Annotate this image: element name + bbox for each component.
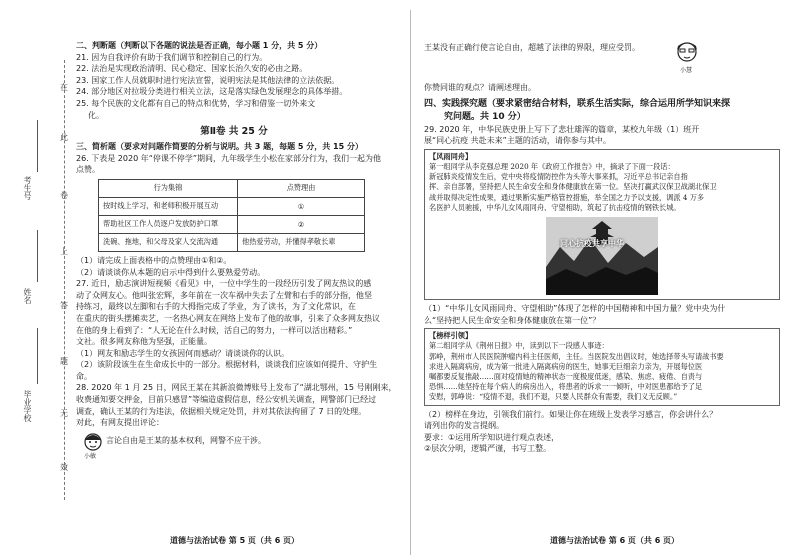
table-header: 点赞理由 (238, 179, 365, 197)
question-26-2: （2）请谈谈你从本题的启示中得到什么要熟爱劳动。 (76, 267, 266, 277)
question-21: 21. 因为自我评价有助于我们调节和控制自己的行为。 (76, 52, 268, 62)
question-25-cont: 化。 (88, 110, 104, 120)
seal-char: 无 (60, 409, 68, 418)
page-divider (410, 10, 411, 555)
requirement-1: 要求：①运用所学知识进行观点表述， (424, 432, 560, 442)
avatar-name: 小敏 (84, 452, 97, 460)
question-27-line: 在他的身上看到了：“人无论在什么时候，活自己的努力，一样可以活出精彩。” (76, 325, 353, 335)
box-line: 第二组同学从《荆州日报》中，读到以下一段感人事迹： (429, 341, 609, 351)
box-line: 安慰，郭峥说：“疫情不退，我们不退，只要人民群众有需要，我们义无反顾。” (429, 392, 678, 402)
box-heading: 【榜样引领】 (429, 331, 473, 341)
table-cell: 洗碗、拖地，和父母及家人交流沟通 (99, 233, 238, 251)
name-field[interactable] (37, 230, 38, 282)
avatar-name: 小慧 (680, 67, 693, 74)
right-footer: 道德与法治试卷 第 6 页（共 6 页） (550, 536, 680, 545)
section-4-title: 四、实践探究题（要求紧密结合材料，联系生活实际，综合运用所学知识来探 (424, 98, 731, 109)
question-24: 24. 部分地区对拉圾分类进行相关立法，这是落实绿色发展理念的具体举措。 (76, 87, 348, 97)
question-27-line: 在重庆的街头摆摊卖艺，一名热心网友在网络上发布了他的故事，引来了众多网友热议 (76, 313, 380, 323)
question-23: 23. 国家工作人员就职时进行宪法宣誓，说明宪法是其他法律的立法依据。 (76, 75, 340, 85)
binding-line (64, 60, 65, 500)
question-26-cont: 点赞。 (76, 165, 100, 175)
landscape-icon (546, 217, 658, 295)
seal-char: 上 (60, 247, 68, 256)
comment-continuation: 王某没有正确行使言论自由，超越了法律的界限，理应受罚。 (424, 43, 640, 52)
box-line: 恐惧……她坚持在每个病人的病房出入，将患者的诉求一一倾听，中对医患都给予了足 (429, 382, 703, 392)
question-28-line: 对此，有网友提出评论： (76, 418, 164, 428)
answer-cell[interactable]: ① (238, 197, 365, 215)
question-27-line: 27. 近日，励志演讲短视频《看见》中，一位中学生的一段经历引发了网友热议的感 (76, 279, 372, 289)
question-27-2-cont: 命。 (76, 371, 92, 381)
requirement-2: ②层次分明，逻辑严谨，书写工整。 (424, 444, 552, 454)
question-29-1: （1）“中华儿女风雨同舟、守望相助”体现了怎样的中国精神和中国力量？党中央为什 (424, 304, 726, 313)
table-cell: 帮助社区工作人员逐户发放防护口罩 (99, 215, 238, 233)
box-line: 求进入隔离病房，成为第一批进入隔离病房的医生，她事无巨细亲力亲为，开展每位医 (429, 361, 703, 371)
question-26: 26. 下表是 2020 年“停课不停学”期间，九年级学生小松在家部分行为，我们一起为他 (76, 153, 381, 163)
question-27-2: （2）该阶段该生在生命成长中的一部分。根据材料，谈谈我们应该如何提升、守护生 (76, 360, 378, 370)
student-avatar-icon (82, 431, 104, 453)
section-2-title: 二、判断题（判断以下各题的说法是否正确，每小题 1 分，共 5 分） (76, 41, 323, 50)
question-29-2: （2）榜样在身边，引领我们前行。如果让你在班级上发表学习感言，你会讲什么？ (424, 409, 718, 419)
box-line: 第一组同学从李克强总理 2020 年《政府工作报告》中，摘录了下面一段话： (429, 161, 675, 171)
seal-char: 题 (60, 357, 68, 366)
box-line: 新冠肺炎疫情发生后，党中央将疫情防控作为头等大事来抓，习近平总书记亲自指 (429, 172, 688, 182)
part-2-heading: 第Ⅱ卷 共 25 分 (200, 126, 268, 138)
material-box-2 (424, 328, 780, 405)
question-25: 25. 每个民族的文化都有自己的特点和优势，学习和借鉴一切外来文 (76, 98, 316, 108)
question-26-1: （1）请完成上面表格中的点赞理由①和②。 (76, 255, 232, 265)
question-27-line: 持练习，最终以左脚和右手的大拇指完成了学业，为了读书，为了文化常识，在 (76, 302, 356, 312)
school-label: 毕业学校 (23, 390, 32, 422)
table-row (99, 233, 365, 251)
seal-char: 答 (60, 301, 68, 310)
question-29-cont: 展“同心抗疫 共赴未来”主题的活动，请你参与其中。 (424, 136, 611, 146)
material-box-1 (424, 149, 780, 300)
box-line: 嘱都要反复推敲……面对疫情她的精神状态一度极度低迷，感染、焦虑、疲倦、自责与 (429, 372, 703, 381)
seal-char: 卷 (60, 191, 68, 200)
question-27-1: （1）网友和励志学生的女孩因何而感动？请谈谈你的认识。 (76, 348, 290, 358)
table-cell: 他热爱劳动，并懂得孝敬长辈 (238, 233, 365, 251)
illustration-image (546, 217, 658, 295)
left-footer: 道德与法治试卷 第 5 页（共 6 页） (170, 536, 300, 545)
table-cell: 按时线上学习，和老师积极开展互动 (99, 197, 238, 215)
question-28-line: 调查，确认王某的行为违法，依据相关规定处罚，并对其依法拘留了 7 日的处理。 (76, 406, 367, 416)
box-heading: 【风雨同舟】 (429, 151, 473, 161)
image-caption: 同心抗疫共享中华 (560, 239, 624, 248)
question-29-2-cont: 请列出你的发言提纲。 (424, 421, 504, 431)
box-line: 挥、亲自部署，坚持把人民生命安全和身体健康放在第一位。坚决打赢武汉保卫战湖北保卫 (429, 182, 717, 192)
question-29: 29. 2020 年，中华民族史册上写下了悲壮雄浑的篇章，某校九年级（1）班开 (424, 124, 700, 134)
comment-text: 言论自由是王某的基本权利，网警不应干涉。 (106, 435, 266, 445)
question-29-1-cont: 么“坚持把人民生命安全和身体健康放在第一位”？ (424, 315, 601, 325)
question-27-line: 动了众网友心。他叫张宏辉，多年前在一次车祸中失去了左臂和右手的部分指，他坚 (76, 290, 372, 300)
behavior-table (98, 179, 365, 252)
table-row (99, 215, 365, 233)
question-28-line: 28. 2020 年 1 月 25 日，网民王某在其新浪微博账号上发布了“湖北鄂州，15 号刚刚来， (76, 383, 397, 393)
student-id-field[interactable] (37, 120, 38, 172)
student-id-label: 考生号 (23, 176, 32, 200)
left-page (76, 40, 397, 460)
section-3-title: 三、简析题（要求对问题作简要的分析与说明。共 3 题，每题 5 分，共 15 分） (76, 142, 363, 152)
table-row (99, 197, 365, 215)
seal-char: 此 (60, 133, 68, 142)
seal-char: 效 (60, 463, 68, 472)
table-header: 行为集锦 (99, 179, 238, 197)
seal-char: 在 (60, 83, 68, 92)
question-28-prompt: 你赞同谁的观点？请阐述理由。 (424, 83, 536, 92)
box-line: 郭峥，荆州市人民医院肿瘤内科主任医师，主任。当医院发出倡议时，她选择带头写请战书要 (429, 351, 724, 361)
question-22: 22. 法治是实现政治清明、民心稳定、国家长治久安的必由之路。 (76, 64, 308, 74)
right-page (424, 40, 780, 455)
question-27-line: 文社。很多网友称他为坚强，正能量。 (76, 337, 212, 347)
box-line: 战并取得决定性成果，通过果断实施严格管控措施，举全国之力予以支援，调派 4 万多 (429, 192, 705, 202)
answer-cell[interactable]: ② (238, 215, 365, 233)
student-avatar-icon (674, 38, 700, 64)
section-4-title-cont: 究问题。共 10 分） (444, 111, 526, 122)
school-field[interactable] (37, 328, 38, 384)
name-label: 姓名 (23, 288, 32, 304)
box-line: 名医护人员驰援，中华儿女风雨同舟、守望相助，筑起了抗击疫情的钢铁长城。 (429, 202, 681, 212)
question-28-line: 收费通知要交押金，目前只感冒”等编造虚假信息，经公安机关调查，网警部门已经过 (76, 395, 377, 405)
